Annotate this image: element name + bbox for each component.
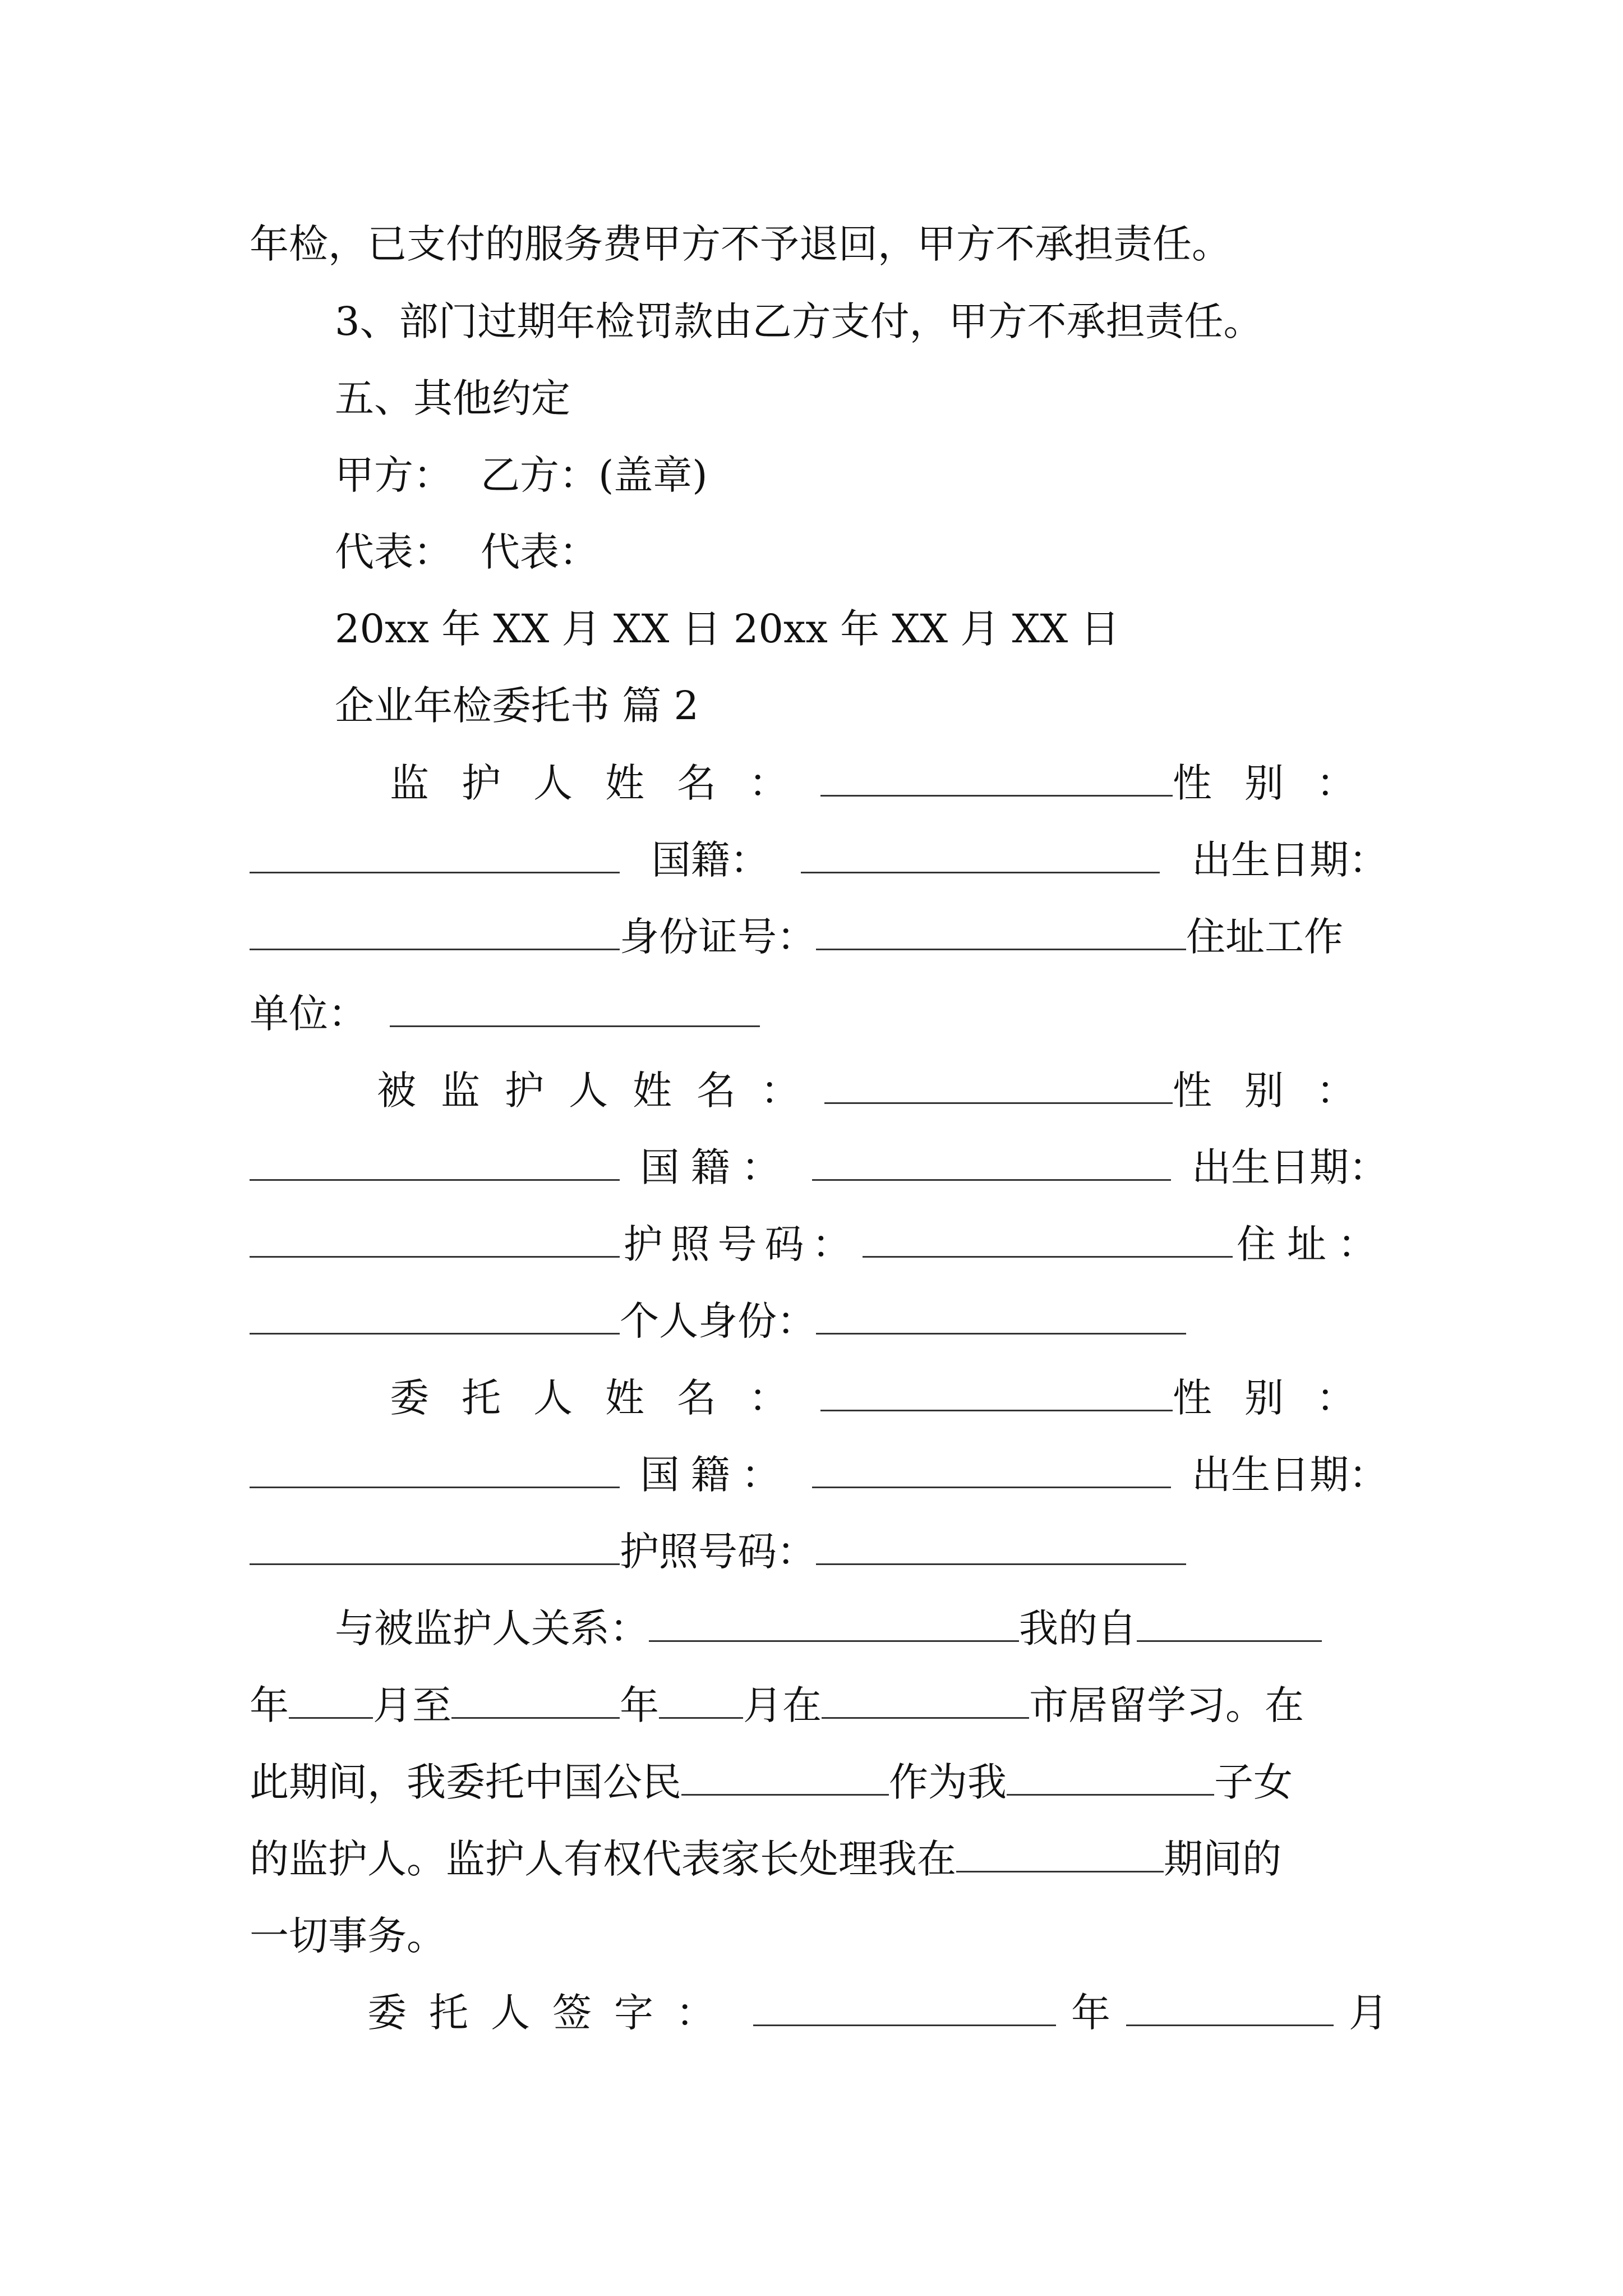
to-month-field[interactable] bbox=[659, 1680, 743, 1719]
statement-line-4 bbox=[250, 1825, 1388, 1893]
client-sex-field[interactable] bbox=[250, 1450, 620, 1488]
statement-text: 月在 bbox=[743, 1682, 822, 1728]
signature-label: 委托人签字： bbox=[367, 1990, 737, 2036]
ward-name-field[interactable] bbox=[824, 1065, 1173, 1104]
period-field[interactable] bbox=[956, 1834, 1164, 1872]
guardian-nationality-field[interactable] bbox=[801, 835, 1160, 873]
party-line bbox=[335, 441, 1473, 509]
work-unit-label: 单位： bbox=[250, 991, 367, 1037]
client-birth-label: 出生日期： bbox=[1191, 1452, 1388, 1498]
ward-passport-field[interactable] bbox=[863, 1219, 1233, 1258]
client-row-3 bbox=[250, 1518, 1388, 1585]
sign-month-label: 月 bbox=[1349, 1990, 1388, 2036]
statement-text: 的监护人。监护人有权代表家长处理我在 bbox=[250, 1836, 956, 1882]
ward-name-row bbox=[377, 1057, 1388, 1124]
birth-label: 出生日期： bbox=[1191, 837, 1388, 883]
representative-line bbox=[335, 518, 1473, 586]
document-title: 企业年检委托书 篇 2 bbox=[335, 683, 699, 729]
ward-row-2 bbox=[250, 1134, 1388, 1201]
statement-line-1 bbox=[335, 1595, 1388, 1662]
city-field[interactable] bbox=[822, 1680, 1029, 1719]
statement-text: 市居留学习。在 bbox=[1029, 1682, 1304, 1728]
ward-address-field[interactable] bbox=[250, 1296, 620, 1335]
ward-row-4 bbox=[250, 1287, 1388, 1355]
nationality-label: 国籍： bbox=[651, 837, 769, 883]
client-passport-field[interactable] bbox=[816, 1526, 1186, 1565]
party-a-label: 甲方： bbox=[335, 452, 453, 498]
guardian-row-3 bbox=[250, 903, 1388, 970]
guardian-row-2 bbox=[250, 826, 1388, 894]
text-line: 年检，已支付的服务费甲方不予退回，甲方不承担责任。 bbox=[250, 221, 1231, 267]
guardian-name-field[interactable] bbox=[820, 758, 1173, 797]
statement-text: 作为我 bbox=[889, 1759, 1007, 1805]
guardian-name-label: 监护人姓名： bbox=[390, 760, 820, 806]
client-sex-label: 性别： bbox=[1173, 1375, 1388, 1421]
client-birth-field[interactable] bbox=[250, 1526, 620, 1565]
section-heading: 五、其他约定 bbox=[335, 375, 570, 421]
signature-field[interactable] bbox=[753, 1987, 1056, 2026]
ward-sex-field[interactable] bbox=[250, 1142, 620, 1181]
passport-label: 护照号码： bbox=[623, 1221, 859, 1267]
ward-nationality-label: 国籍： bbox=[640, 1144, 792, 1190]
personal-id-label: 个人身份： bbox=[620, 1298, 816, 1344]
ward-sex-label: 性别： bbox=[1173, 1068, 1388, 1114]
statement-line-2 bbox=[250, 1672, 1388, 1739]
signature-row bbox=[367, 1979, 1388, 2046]
guardian-id-field[interactable] bbox=[816, 912, 1186, 950]
ward-personal-id-field[interactable] bbox=[816, 1296, 1186, 1335]
ward-name-label: 被监护人姓名： bbox=[377, 1068, 824, 1114]
year-label: 年 bbox=[620, 1682, 659, 1728]
to-year-field[interactable] bbox=[451, 1680, 620, 1719]
client-name-row bbox=[390, 1364, 1388, 1432]
client-passport-label: 护照号码： bbox=[620, 1529, 816, 1575]
guardian-birth-field[interactable] bbox=[250, 912, 620, 950]
ward-birth-field[interactable] bbox=[250, 1219, 620, 1258]
guardian-name-row bbox=[390, 749, 1388, 817]
guardian-row-4 bbox=[250, 980, 1388, 1047]
relation-field[interactable] bbox=[649, 1603, 1019, 1642]
from-month-field[interactable] bbox=[289, 1680, 373, 1719]
ward-address-label: 住址： bbox=[1236, 1221, 1388, 1267]
client-name-label: 委托人姓名： bbox=[390, 1375, 820, 1421]
client-nationality-field[interactable] bbox=[812, 1450, 1171, 1488]
guardian-citizen-field[interactable] bbox=[681, 1757, 889, 1796]
date-line: 20xx 年 XX 月 XX 日 20xx 年 XX 月 XX 日 bbox=[335, 606, 1120, 652]
statement-text: 子女 bbox=[1214, 1759, 1293, 1805]
sign-year-label: 年 bbox=[1071, 1990, 1110, 2036]
rep-a-label: 代表： bbox=[335, 529, 453, 575]
sign-year-field[interactable] bbox=[1126, 1987, 1334, 2026]
ward-birth-label: 出生日期： bbox=[1191, 1144, 1388, 1190]
statement-line-3 bbox=[250, 1749, 1388, 1816]
client-name-field[interactable] bbox=[820, 1373, 1173, 1411]
sex-label: 性别： bbox=[1173, 760, 1388, 806]
statement-text: 月至 bbox=[373, 1682, 451, 1728]
statement-text: 期间的 bbox=[1164, 1836, 1281, 1882]
year-label: 年 bbox=[250, 1682, 289, 1728]
child-name-field[interactable] bbox=[1007, 1757, 1214, 1796]
party-b-label: 乙方：(盖章) bbox=[481, 452, 708, 498]
guardian-sex-field[interactable] bbox=[250, 835, 620, 873]
text-line: 3、部门过期年检罚款由乙方支付，甲方不承担责任。 bbox=[335, 298, 1263, 344]
address-work-label: 住址工作 bbox=[1186, 914, 1343, 960]
statement-text: 此期间，我委托中国公民 bbox=[250, 1759, 681, 1805]
statement-line-5: 一切事务。 bbox=[250, 1913, 446, 1959]
id-number-label: 身份证号： bbox=[620, 914, 816, 960]
statement-text: 我的自 bbox=[1019, 1605, 1137, 1651]
client-nationality-label: 国籍： bbox=[640, 1452, 792, 1498]
relation-label: 与被监护人关系： bbox=[335, 1605, 649, 1651]
ward-row-3 bbox=[250, 1211, 1388, 1278]
client-row-2 bbox=[250, 1441, 1388, 1508]
from-year-field[interactable] bbox=[1137, 1603, 1322, 1642]
ward-nationality-field[interactable] bbox=[812, 1142, 1171, 1181]
guardian-work-unit-field[interactable] bbox=[390, 988, 760, 1027]
rep-b-label: 代表： bbox=[481, 529, 598, 575]
